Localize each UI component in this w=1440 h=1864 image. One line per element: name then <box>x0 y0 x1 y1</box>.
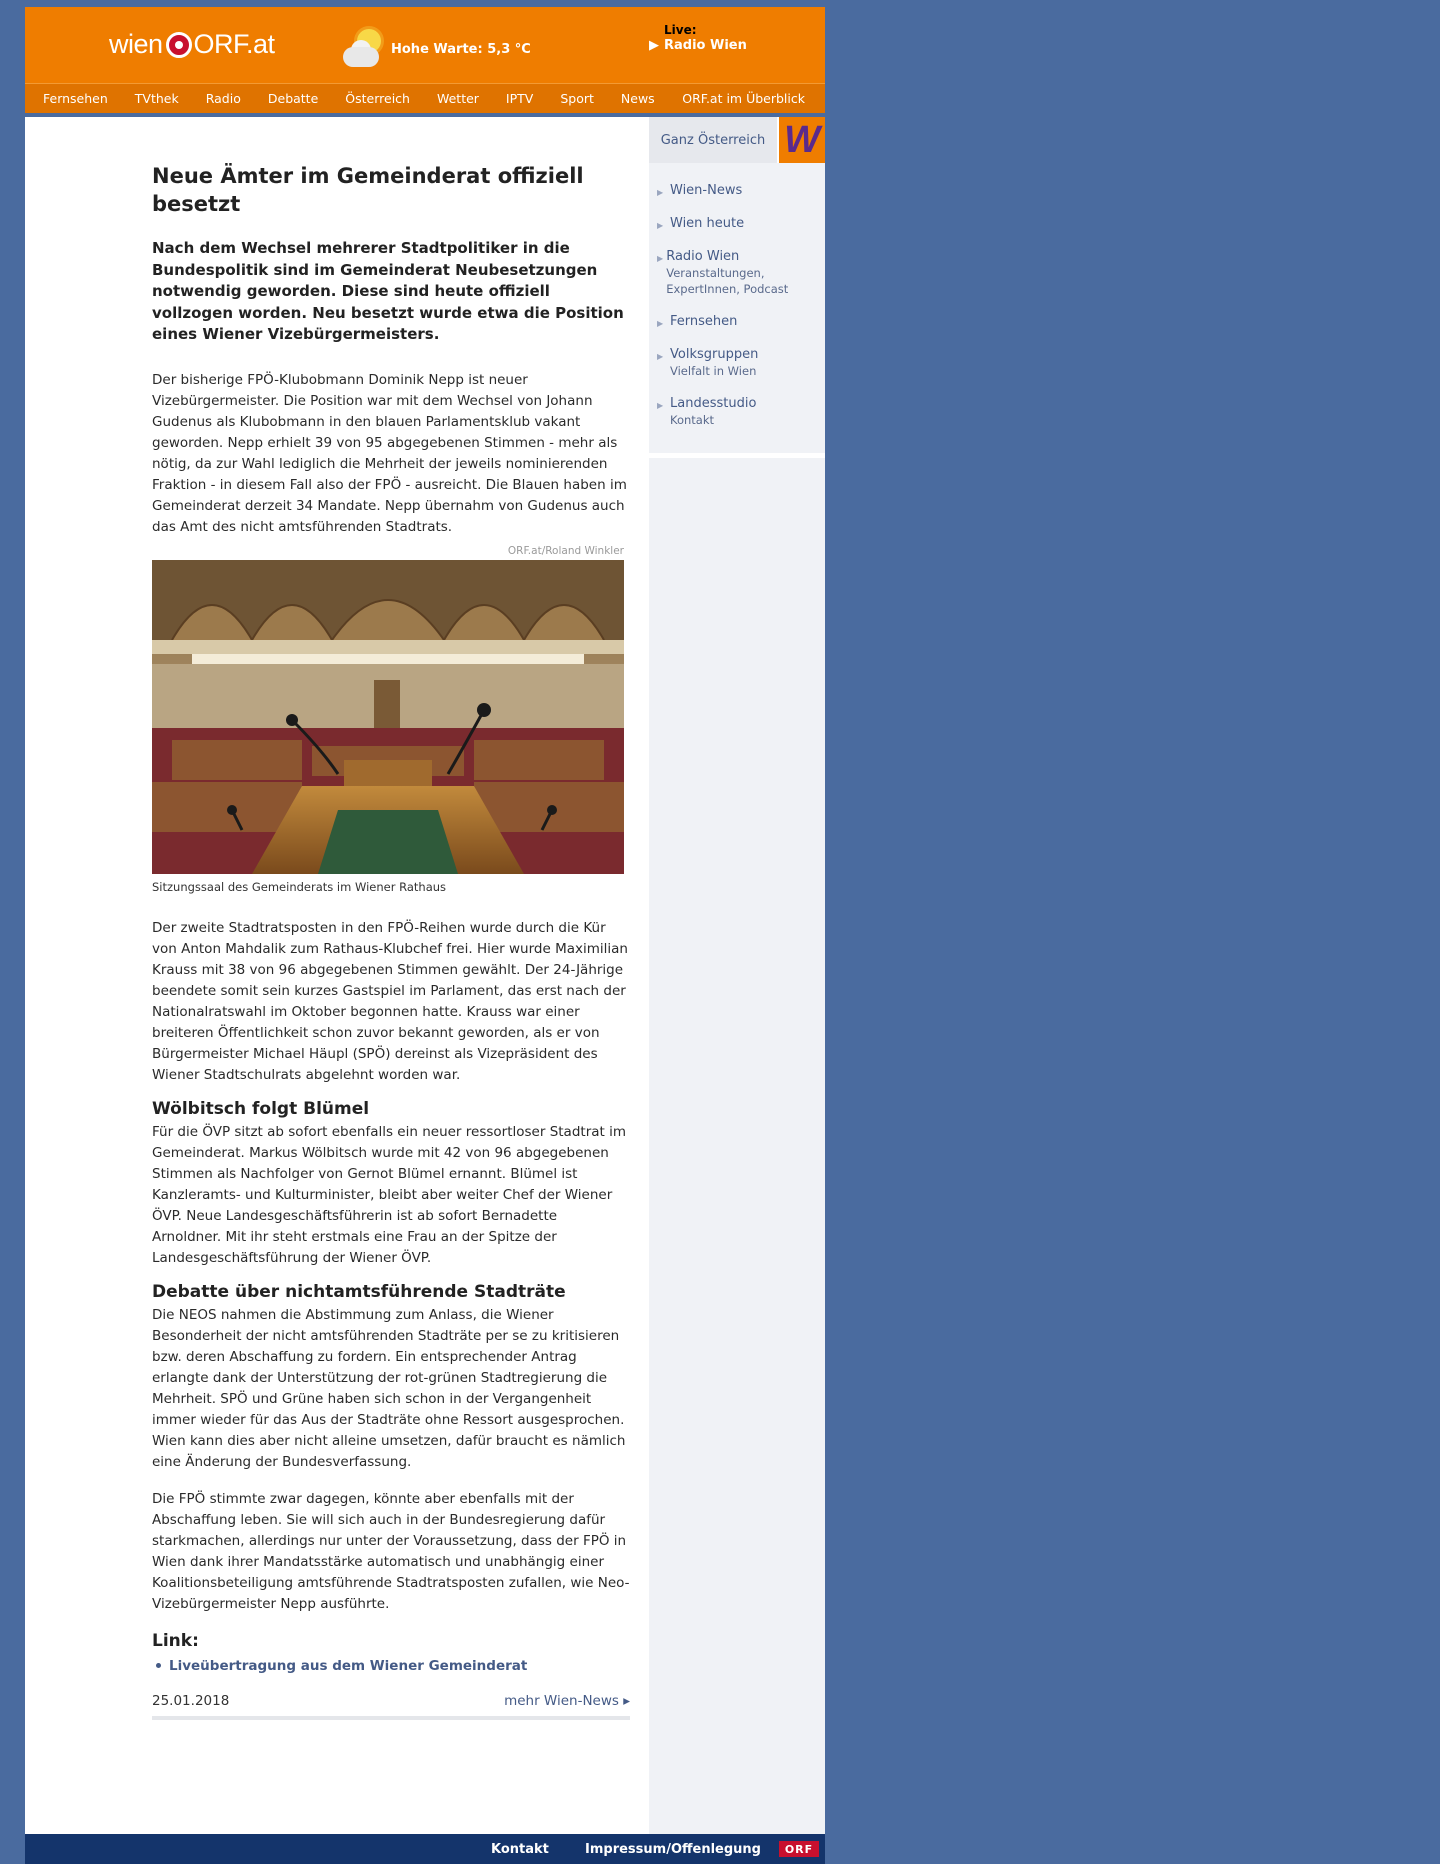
article-lead: Nach dem Wechsel mehrerer Stadtpolitiker in die Bundespolitik sind im Gemeinderat Neubesetzungen notwendig geworden. Diese sind heute offiziell vollzogen worden. Neu besetzt wurde etwa die Position eines Wiener Vizebürgermeisters. <box>152 239 624 343</box>
arrow-right-icon: ▶ <box>657 401 664 410</box>
sidebar-item-landesstudio[interactable] <box>649 396 825 428</box>
footer <box>25 1834 825 1864</box>
nav-item-tvthek[interactable]: TVthek <box>134 91 179 106</box>
article-subheading: Wölbitsch folgt Blümel <box>152 1098 370 1119</box>
sidebar-item-title: Landesstudio <box>670 396 757 411</box>
arrow-right-icon: ▶ <box>657 188 664 197</box>
nav-item-debatte[interactable]: Debatte <box>267 91 319 106</box>
nav-item-oesterreich[interactable]: Österreich <box>345 91 410 106</box>
nav-item-news[interactable]: News <box>620 91 655 106</box>
sidebar-item-subtitle: Veranstaltungen, ExpertInnen, Podcast <box>666 266 789 296</box>
council-chamber-image <box>152 560 624 874</box>
bullet-icon <box>156 1663 161 1668</box>
weather-text: Hohe Warte: 5,3 °C <box>391 41 531 57</box>
sidebar-item-title: Volksgruppen <box>670 347 759 362</box>
sidebar-item-wien-news[interactable] <box>649 183 825 199</box>
orf-eye-icon <box>166 32 192 58</box>
logo-wien: wien <box>109 29 163 59</box>
article-paragraph: Die FPÖ stimmte zwar dagegen, könnte aber ebenfalls mit der Abschaffung leben. Sie will sich auch in der Bundesregierung dafür starkmachen, allerdings nur unter der Voraussetzung, dass der FPÖ in Wien dank ihrer Mandatsstärke automatisch und unabhängig einer Koalitionsbeteiligung amtsführende Stadtratsposten zufallen, wie Neo-Vizebürgermeister Nepp ausführte. <box>152 1490 630 1612</box>
nav-overview-link[interactable]: ORF.at im Überblick <box>682 91 805 106</box>
article-paragraph: Der zweite Stadtratsposten in den FPÖ-Reihen wurde durch die Kür von Anton Mahdalik zum Rathaus-Klubchef frei. Hier wurde Maximilian Krauss mit 38 von 96 abgegebenen Stimmen gewählt. Der 24-Jährige beendete somit sein kurzes Gastspiel im Parlament, das erst nach der Nationalratswahl im Oktober begonnen hatte. Krauss war einer breiteren Öffentlichkeit schon zuvor bekannt geworden, als er von Bürgermeister Michael Häupl (SPÖ) dereinst als Vizepräsident des Wiener Stadtschulrats abgelehnt worden war. <box>152 919 628 1083</box>
play-icon: ▶ <box>649 38 659 53</box>
sidebar-item-title: Wien-News <box>670 183 743 198</box>
sidebar-item-radio-wien[interactable] <box>649 249 825 297</box>
nav-item-wetter[interactable]: Wetter <box>436 91 479 106</box>
main-nav <box>25 83 825 113</box>
live-radio-label: Radio Wien <box>664 38 747 53</box>
article-paragraph: Der bisherige FPÖ-Klubobmann Dominik Nepp ist neuer Vizebürgermeister. Die Position war mit dem Wechsel von Johann Gudenus als Klubobmann in den blauen Parlamentsklub vakant geworden. Nepp erhielt 39 von 95 abgegebenen Stimmen - mehr als nötig, da zur Wahl lediglich die Mehrheit der jeweils nominierenden Fraktion - in diesem Fall also der FPÖ - ausreicht. Die Blauen haben im Gemeinderat derzeit 34 Mandate. Nepp übernahm von Gudenus auch das Amt des nicht amtsführenden Stadtrats. <box>152 371 627 535</box>
sidebar-item-volksgruppen[interactable] <box>649 347 825 379</box>
sidebar <box>649 117 825 1834</box>
arrow-right-icon: ▶ <box>657 319 664 328</box>
article-subheading: Debatte über nichtamtsführende Stadträte <box>152 1281 566 1302</box>
arrow-right-icon: ▶ <box>657 352 664 361</box>
article-paragraph: Die NEOS nahmen die Abstimmung zum Anlass, die Wiener Besonderheit der nicht amtsführenden Stadträte per se zu kritisieren bzw. deren Abschaffung zu fordern. Ein entsprechender Antrag erlangte dank der Unterstützung der rot-grünen Stadtregierung die Mehrheit. SPÖ und Grüne haben sich schon in der Vergangenheit immer wieder für das Aus der Stadträte ohne Ressort ausgesprochen. Wien kann dies aber nicht alleine umsetzen, dafür braucht es nämlich eine Änderung der Bundesverfassung. <box>152 1306 626 1470</box>
wien-orf-logo[interactable] <box>109 29 275 60</box>
article-photo <box>152 560 624 874</box>
live-stream-link[interactable]: Liveübertragung aus dem Wiener Gemeinderat <box>169 1657 528 1674</box>
sidebar-item-title: Radio Wien <box>666 249 740 264</box>
sidebar-list <box>649 169 825 453</box>
sidebar-item-fernsehen[interactable] <box>649 314 825 330</box>
sidebar-divider <box>649 453 825 458</box>
article-headline: Neue Ämter im Gemeinderat offiziell besetzt <box>152 164 584 216</box>
nav-item-iptv[interactable]: IPTV <box>505 91 534 106</box>
image-credit: ORF.at/Roland Winkler <box>507 544 624 557</box>
sidebar-item-wien-heute[interactable] <box>649 216 825 232</box>
logo-orf: ORF.at <box>193 29 275 59</box>
article-paragraph: Für die ÖVP sitzt ab sofort ebenfalls ein neuer ressortloser Stadtrat im Gemeinderat. Markus Wölbitsch wurde mit 42 von 96 abgegebenen Stimmen als Nachfolger von Gernot Blümel ernannt. Blümel ist Kanzleramts- und Kulturminister, bleibt aber weiter Chef der Wiener ÖVP. Neue Landesgeschäftsführerin ist ab sofort Bernadette Arnoldner. Mit ihr steht erstmals eine Frau an der Spitze der Landesgeschäftsführung der Wiener ÖVP. <box>152 1123 627 1266</box>
live-label: Live: <box>664 23 697 37</box>
sidebar-item-title: Wien heute <box>670 216 745 231</box>
article-bottom-rule <box>152 1716 630 1720</box>
live-stream[interactable] <box>649 23 747 53</box>
footer-imprint-link[interactable]: Impressum/Offenlegung <box>585 1842 761 1857</box>
arrow-right-icon: ▶ <box>657 221 664 230</box>
weather-widget[interactable] <box>341 27 531 71</box>
sidebar-item-subtitle: Kontakt <box>670 413 715 427</box>
image-caption: Sitzungssaal des Gemeinderats im Wiener Rathaus <box>152 879 447 894</box>
page <box>25 7 825 1864</box>
footer-contact-link[interactable]: Kontakt <box>491 1842 549 1857</box>
link-item <box>152 1658 630 1674</box>
article-date: 25.01.2018 <box>152 1692 230 1709</box>
sidebar-item-title: Fernsehen <box>670 314 738 329</box>
article-meta <box>152 1693 630 1709</box>
sidebar-top <box>649 117 825 163</box>
sidebar-item-subtitle: Vielfalt in Wien <box>670 364 757 378</box>
live-radio-link[interactable] <box>649 38 747 53</box>
ganz-oesterreich-link[interactable]: Ganz Österreich <box>649 117 777 163</box>
links-heading: Link: <box>152 1630 199 1651</box>
more-wien-news-link[interactable]: mehr Wien-News ▸ <box>504 1692 630 1709</box>
article <box>152 162 630 1720</box>
nav-item-fernsehen[interactable]: Fernsehen <box>43 91 108 106</box>
sun-cloud-icon <box>341 27 387 71</box>
header <box>25 7 825 83</box>
nav-item-radio[interactable]: Radio <box>205 91 241 106</box>
nav-item-sport[interactable]: Sport <box>560 91 594 106</box>
arrow-right-icon: ▶ <box>657 254 664 263</box>
orf-logo[interactable]: ORF <box>779 1841 819 1857</box>
wien-w-logo[interactable]: W <box>779 117 825 163</box>
